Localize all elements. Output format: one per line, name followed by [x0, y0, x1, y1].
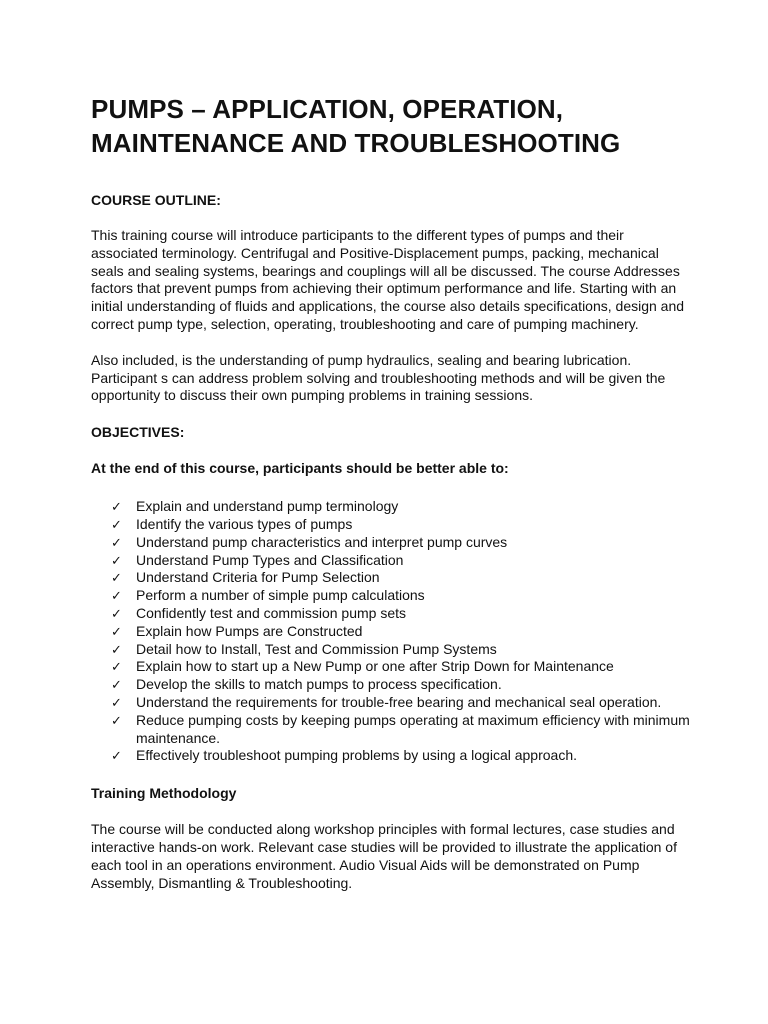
- title-line-2: MAINTENANCE AND TROUBLESHOOTING: [91, 128, 621, 158]
- checkmark-icon: ✓: [111, 570, 122, 586]
- list-item: [111, 623, 691, 641]
- objective-text: Understand the requirements for trouble-free bearing and mechanical seal operation.: [136, 693, 662, 710]
- list-item: [111, 516, 691, 534]
- list-item: [111, 641, 691, 659]
- training-methodology-heading: Training Methodology: [91, 785, 237, 802]
- list-item: [111, 587, 691, 605]
- list-item: [111, 552, 691, 570]
- checkmark-icon: ✓: [111, 516, 122, 532]
- course-outline-paragraph-1: This training course will introduce participants to the different types of pumps and their associated terminology. Centrifugal and Positive-Displacement pumps, packing, mechanical seals and sealing systems, bearings and couplings will all be discussed. The course Addresses factors that prevent pumps from achieving their optimum performance and life. Starting with an initial understanding of fluids and applications, the course also details specifications, design and correct pump type, selection, operating, troubleshooting and care of pumping machinery.: [91, 227, 685, 332]
- objective-text: Develop the skills to match pumps to process specification.: [136, 676, 502, 693]
- document-title: [91, 92, 691, 160]
- objective-text: Understand Pump Types and Classification: [136, 551, 404, 568]
- document-page: [91, 92, 691, 892]
- checkmark-icon: ✓: [111, 499, 122, 515]
- title-line-1: PUMPS – APPLICATION, OPERATION,: [91, 94, 564, 124]
- checkmark-icon: ✓: [111, 659, 122, 675]
- checkmark-icon: ✓: [111, 677, 122, 693]
- objective-text: Explain how Pumps are Constructed: [136, 622, 363, 639]
- list-item: [111, 712, 691, 748]
- course-outline-paragraph-2: Also included, is the understanding of pump hydraulics, sealing and bearing lubrication. Participant s can address problem solving and troubleshooting methods and will be given the opportunity to discuss their own pumping problems in training sessions.: [91, 351, 666, 404]
- objective-text: Perform a number of simple pump calculations: [136, 587, 425, 604]
- objective-text: Detail how to Install, Test and Commission Pump Systems: [136, 640, 497, 657]
- objective-text: Confidently test and commission pump sets: [136, 604, 407, 621]
- checkmark-icon: ✓: [111, 623, 122, 639]
- objective-text: Explain how to start up a New Pump or one after Strip Down for Maintenance: [136, 658, 614, 675]
- checkmark-icon: ✓: [111, 748, 122, 764]
- checkmark-icon: ✓: [111, 694, 122, 710]
- list-item: [111, 658, 691, 676]
- list-item: [111, 605, 691, 623]
- list-item: [111, 694, 691, 712]
- checkmark-icon: ✓: [111, 605, 122, 621]
- checkmark-icon: ✓: [111, 588, 122, 604]
- list-item: [111, 534, 691, 552]
- list-item: [111, 676, 691, 694]
- checkmark-icon: ✓: [111, 534, 122, 550]
- objective-text: Effectively troubleshoot pumping problems by using a logical approach.: [136, 747, 577, 764]
- course-outline-heading: COURSE OUTLINE:: [91, 192, 221, 208]
- objectives-heading: OBJECTIVES:: [91, 424, 185, 441]
- objective-text: Identify the various types of pumps: [136, 515, 353, 532]
- objective-text: Explain and understand pump terminology: [136, 498, 399, 515]
- list-item: [111, 498, 691, 516]
- objectives-list: [91, 498, 691, 765]
- training-methodology-paragraph: The course will be conducted along workshop principles with formal lectures, case studies and interactive hands-on work. Relevant case studies will be provided to illustrate the application of each tool in an operations environment. Audio Visual Aids will be demonstrated on Pump Assembly, Dismantling & Troubleshooting.: [91, 821, 677, 891]
- objectives-intro: At the end of this course, participants should be better able to:: [91, 460, 509, 477]
- objective-text: Understand pump characteristics and interpret pump curves: [136, 533, 508, 550]
- list-item: [111, 747, 691, 765]
- objective-text: Understand Criteria for Pump Selection: [136, 569, 380, 586]
- objective-text: Reduce pumping costs by keeping pumps operating at maximum efficiency with minimum maintenance.: [136, 711, 690, 746]
- checkmark-icon: ✓: [111, 552, 122, 568]
- checkmark-icon: ✓: [111, 712, 122, 728]
- checkmark-icon: ✓: [111, 641, 122, 657]
- list-item: [111, 569, 691, 587]
